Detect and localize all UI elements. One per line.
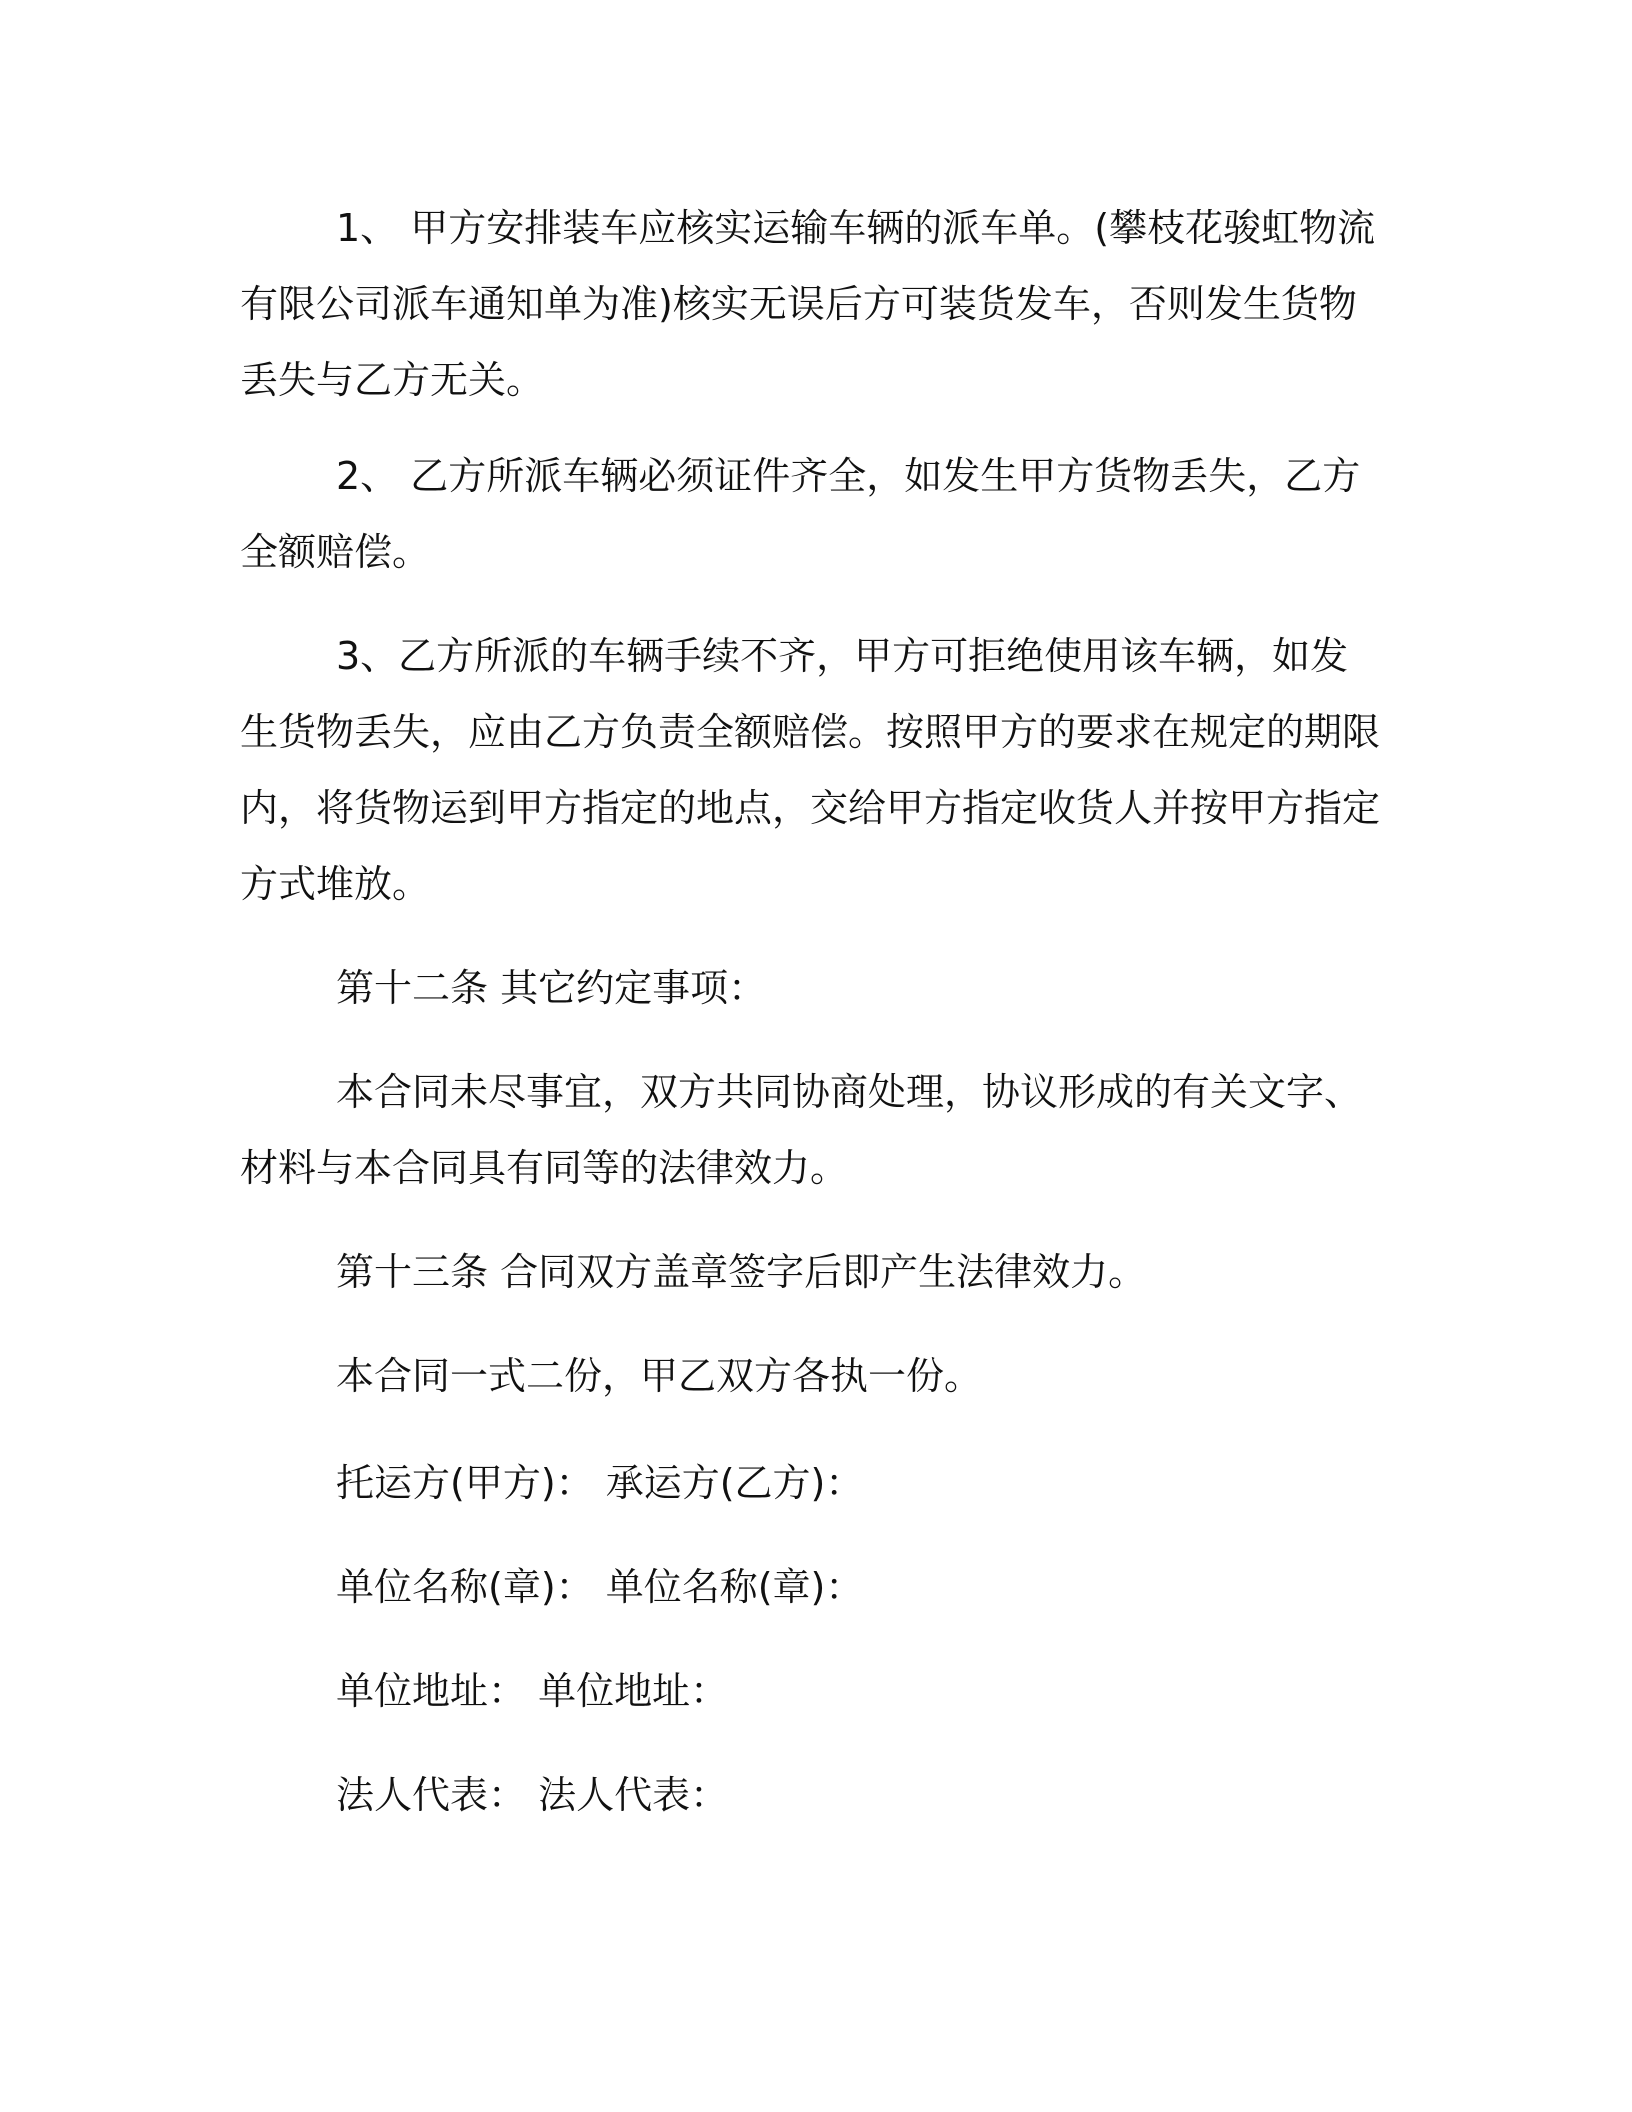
signature-address-line: 单位地址： 单位地址： xyxy=(336,1669,729,1713)
article-12-body: 本合同未尽事宜，双方共同协商处理，协议形成的有关文字、材料与本合同具有同等的法律效力。 xyxy=(240,1070,1363,1190)
signature-legal-rep-line: 法人代表： 法人代表： xyxy=(336,1773,729,1817)
article-13: 第十三条 合同双方盖章签字后即产生法律效力。 xyxy=(336,1250,1147,1294)
copies-clause: 本合同一式二份，甲乙双方各执一份。 xyxy=(336,1354,983,1398)
signature-company-name-line: 单位名称(章)： 单位名称(章)： xyxy=(336,1565,864,1609)
clause-item-2: 2、 乙方所派车辆必须证件齐全，如发生甲方货物丢失，乙方全额赔偿。 xyxy=(240,454,1361,574)
clause-item-3: 3、乙方所派的车辆手续不齐，甲方可拒绝使用该车辆，如发生货物丢失，应由乙方负责全额赔偿。按照甲方的要求在规定的期限内，将货物运到甲方指定的地点，交给甲方指定收货人并按甲方指定方式堆放。 xyxy=(240,634,1381,906)
article-12-heading: 第十二条 其它约定事项： xyxy=(336,966,767,1010)
clause-item-1: 1、 甲方安排装车应核实运输车辆的派车单。(攀枝花骏虹物流有限公司派车通知单为准)核实无误后方可装货发车，否则发生货物丢失与乙方无关。 xyxy=(240,206,1376,402)
signature-party-line: 托运方(甲方)： 承运方(乙方)： xyxy=(336,1461,864,1505)
